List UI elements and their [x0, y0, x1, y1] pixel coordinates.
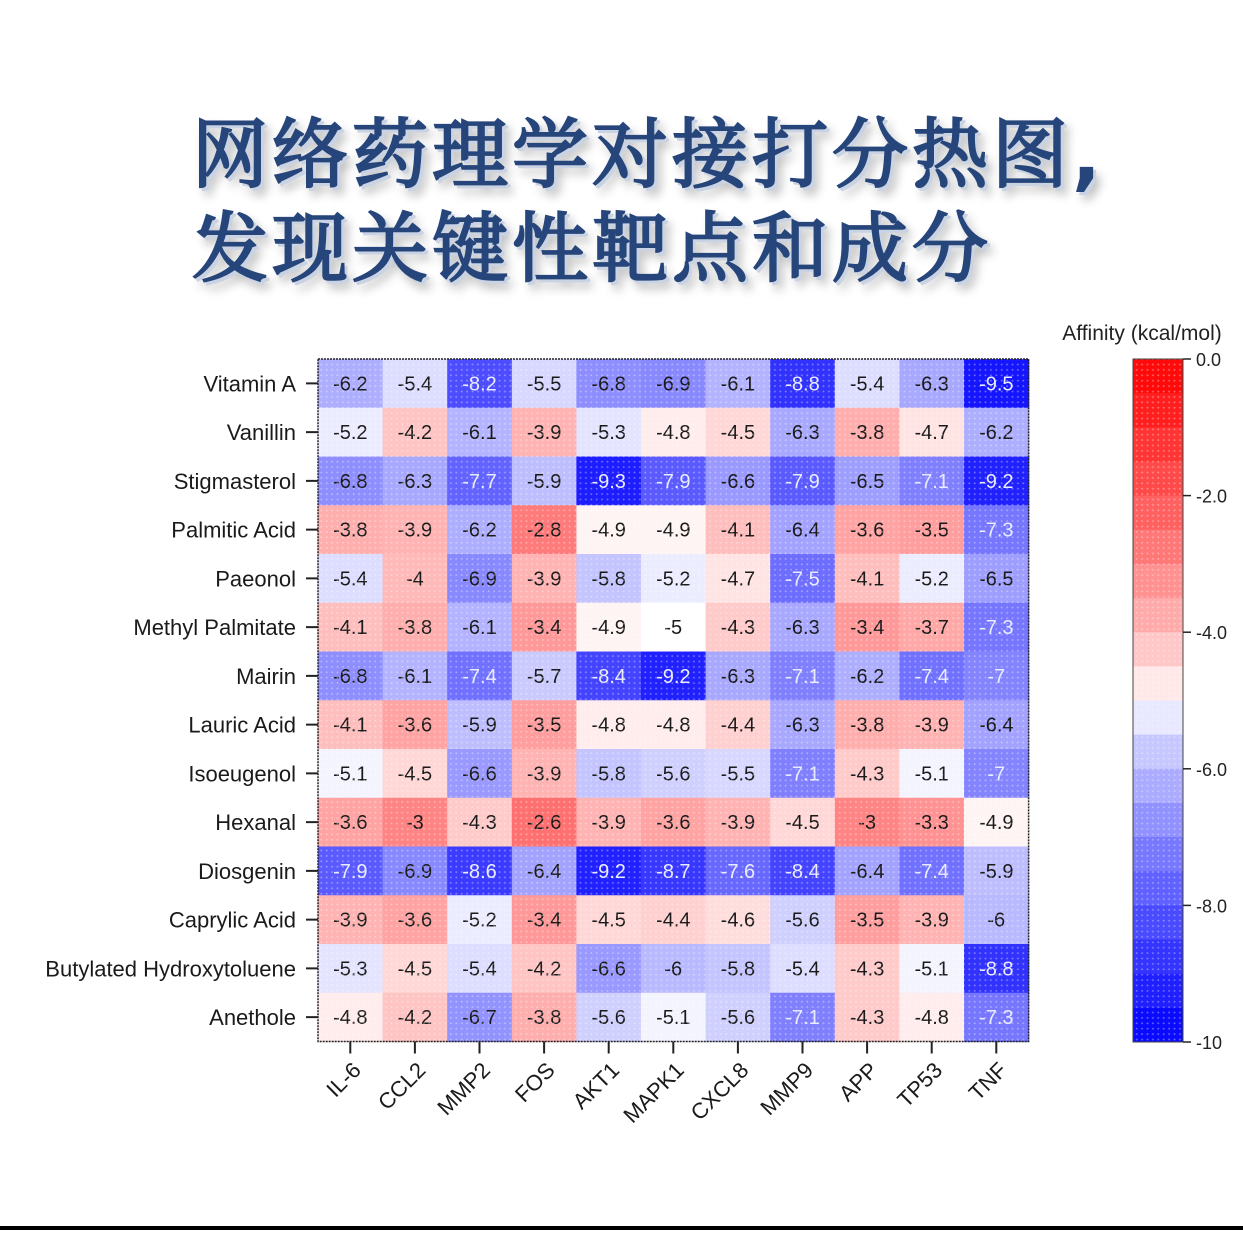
column-label: MAPK1 [618, 1057, 689, 1128]
row-label: Anethole [209, 1005, 296, 1031]
row-label: Lauric Acid [188, 712, 296, 738]
row-label: Vanillin [226, 420, 296, 446]
colorbar-texture [1133, 359, 1183, 1042]
title-line-1: 网络药理学对接打分热图, [192, 110, 1105, 199]
row-label: Diosgenin [198, 858, 296, 884]
column-label: FOS [509, 1057, 560, 1108]
colorbar-tick-label: -2.0 [1196, 486, 1228, 507]
row-label: Hexanal [215, 810, 296, 836]
column-label: TP53 [892, 1057, 948, 1113]
colorbar [1062, 322, 1227, 1053]
column-label: AKT1 [567, 1057, 625, 1114]
row-label: Paeonol [215, 566, 296, 592]
colorbar-tick-label: 0.0 [1196, 350, 1222, 370]
row-label: Mairin [236, 663, 296, 689]
row-label: Butylated Hydroxytoluene [45, 956, 296, 982]
column-label: MMP2 [432, 1057, 496, 1120]
row-label: Methyl Palmitate [133, 615, 296, 641]
colorbar-tick-label: -8.0 [1196, 896, 1228, 917]
row-label: Stigmasterol [173, 468, 296, 494]
colorbar-tick-label: -6.0 [1196, 759, 1228, 780]
row-label: Vitamin A [203, 371, 296, 397]
column-label: APP [833, 1057, 883, 1107]
column-label: CCL2 [372, 1057, 431, 1115]
row-axis [45, 371, 318, 1030]
row-label: Isoeugenol [188, 761, 296, 787]
column-axis [321, 1042, 1011, 1128]
column-label: IL-6 [321, 1057, 366, 1102]
column-label: CXCL8 [685, 1057, 754, 1126]
row-label: Palmitic Acid [171, 517, 296, 543]
row-label: Caprylic Acid [168, 907, 296, 933]
column-label: MMP9 [755, 1057, 819, 1120]
bottom-rule [0, 1226, 1243, 1230]
colorbar-tick-label: -10 [1196, 1033, 1223, 1053]
column-label: TNF [963, 1057, 1012, 1106]
colorbar-label: Affinity (kcal/mol) [1062, 322, 1222, 345]
title-line-2: 发现关键性靶点和成分 [192, 204, 992, 293]
colorbar-tick-label: -4.0 [1196, 623, 1228, 644]
dot-texture [318, 359, 1029, 1042]
